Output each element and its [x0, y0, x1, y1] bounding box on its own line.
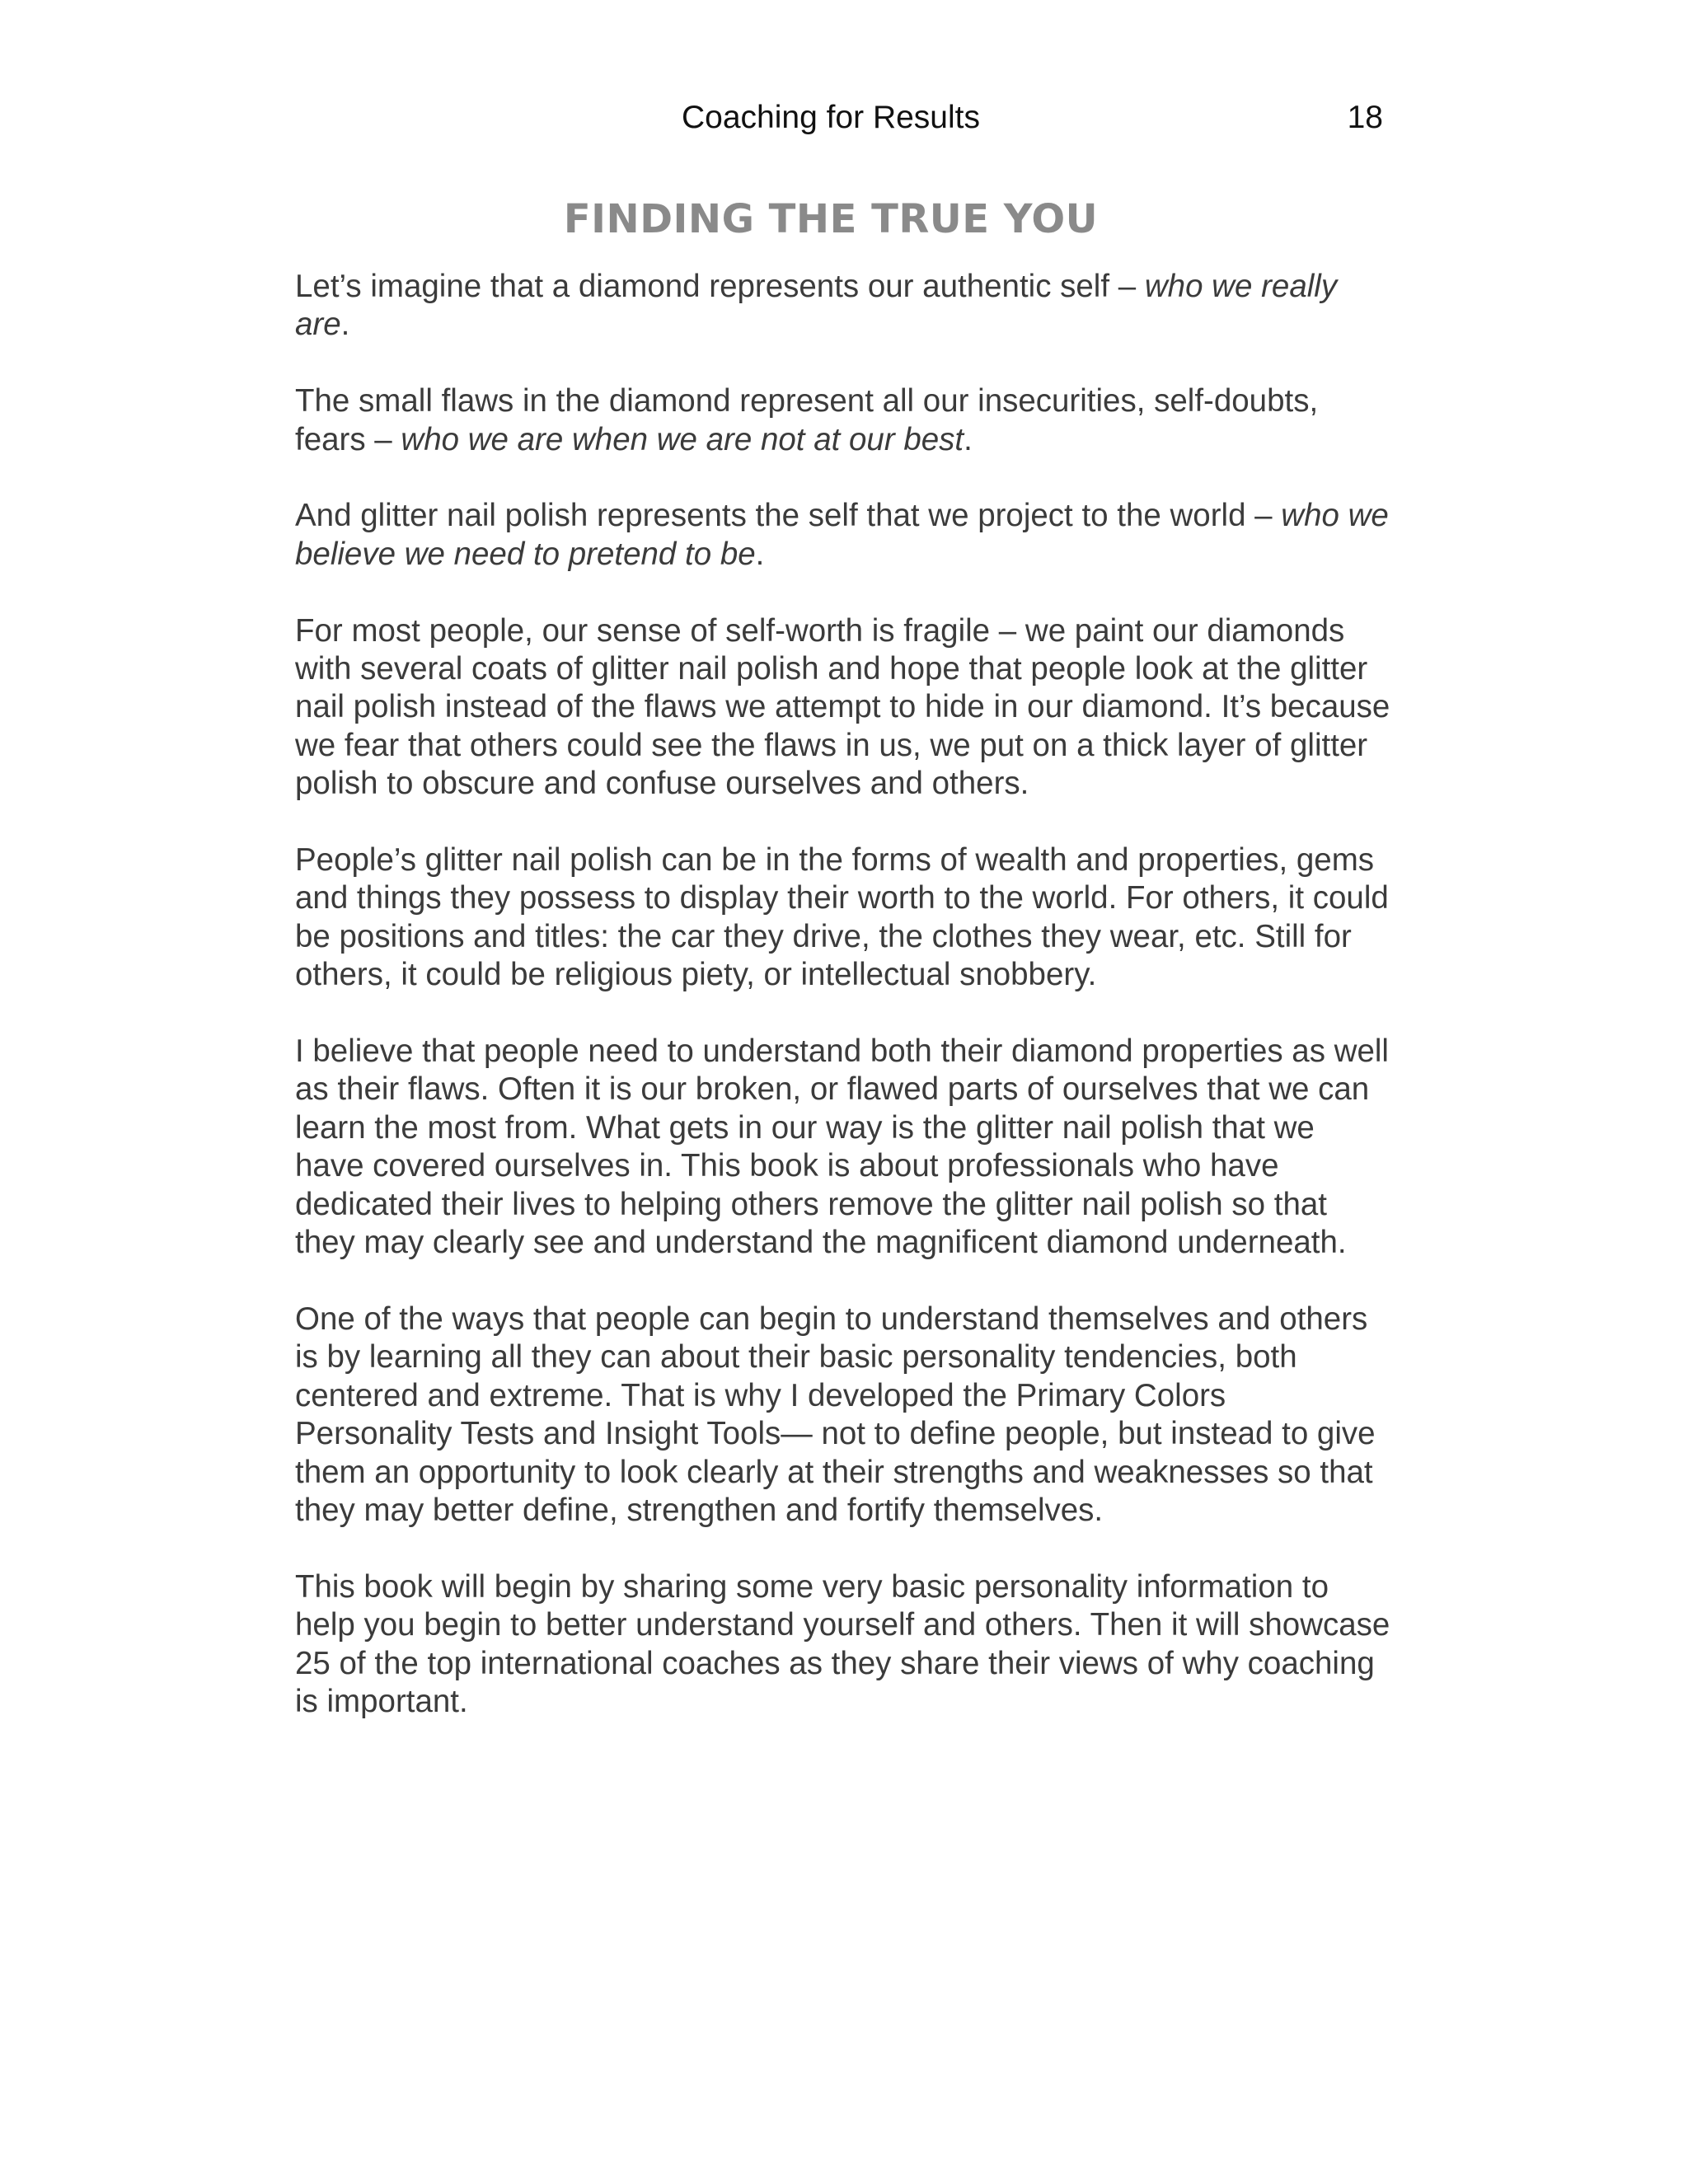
paragraph-6: I believe that people need to understand both their diamond properties as well as their flaws. Often it is our broken, or flawed parts of ourselves that we can learn the most from. What gets in our way is the glitter nail polish that we have covered ourselves in. This book is about professionals who have dedicated their lives to helping others remove the glitter nail polish so that they may clearly see and understand the magnificent diamond underneath. [295, 1033, 1389, 1261]
paragraph-2-end: . [964, 421, 973, 457]
running-header [295, 96, 1383, 139]
paragraph-1-end: . [340, 307, 350, 343]
paragraph-3-text: And glitter nail polish represents the self that we project to the world – [295, 498, 1282, 534]
paragraph-8: This book will begin by sharing some very basic personality information to help you begin to better understand yourself and others. Then it will showcase 25 of the top international coaches as they share their views of why coaching is important. [295, 1568, 1390, 1719]
paragraph-1-text: Let’s imagine that a diamond represents our authentic self – [295, 269, 1145, 304]
paragraph-1-emphasis: who we really are [295, 269, 1338, 343]
paragraph-1 [295, 268, 1391, 344]
running-title: Coaching for Results [681, 100, 980, 135]
paragraph-2-text: The small flaws in the diamond represent all our insecurities, self-doubts, fears – [295, 383, 1319, 457]
page-number: 18 [1347, 100, 1383, 135]
paragraph-3-emphasis: who we believe we need to pretend to be [295, 498, 1389, 572]
paragraph-2 [295, 382, 1391, 459]
paragraph-5: People’s glitter nail polish can be in the forms of wealth and properties, gems and things they possess to display their worth to the world. For others, it could be positions and titles: the car they drive, the clothes they wear, etc. Still for others, it could be religious piety, or intellectual snobbery. [295, 842, 1389, 993]
paragraph-2-emphasis: who we are when we are not at our best [401, 421, 964, 457]
paragraph-4: For most people, our sense of self-worth is fragile – we paint our diamonds with several coats of glitter nail polish and hope that people look at the glitter nail polish instead of the flaws we attempt to hide in our diamond. It’s because we fear that others could see the flaws in us, we put on a thick layer of glitter polish to obscure and confuse ourselves and others. [295, 612, 1390, 802]
body-text [295, 268, 1391, 1760]
paragraph-3 [295, 497, 1391, 574]
paragraph-7: One of the ways that people can begin to understand themselves and others is by learning all they can about their basic personality tendencies, both centered and extreme. That is why I developed the Primary Colors Personality Tests and Insight Tools— not to define people, but instead to give them an opportunity to look clearly at their strengths and weaknesses so that they may better define, strengthen and fortify themselves. [295, 1301, 1376, 1528]
paragraph-3-end: . [755, 536, 765, 572]
chapter-title: FINDING THE TRUE YOU [563, 196, 1099, 242]
